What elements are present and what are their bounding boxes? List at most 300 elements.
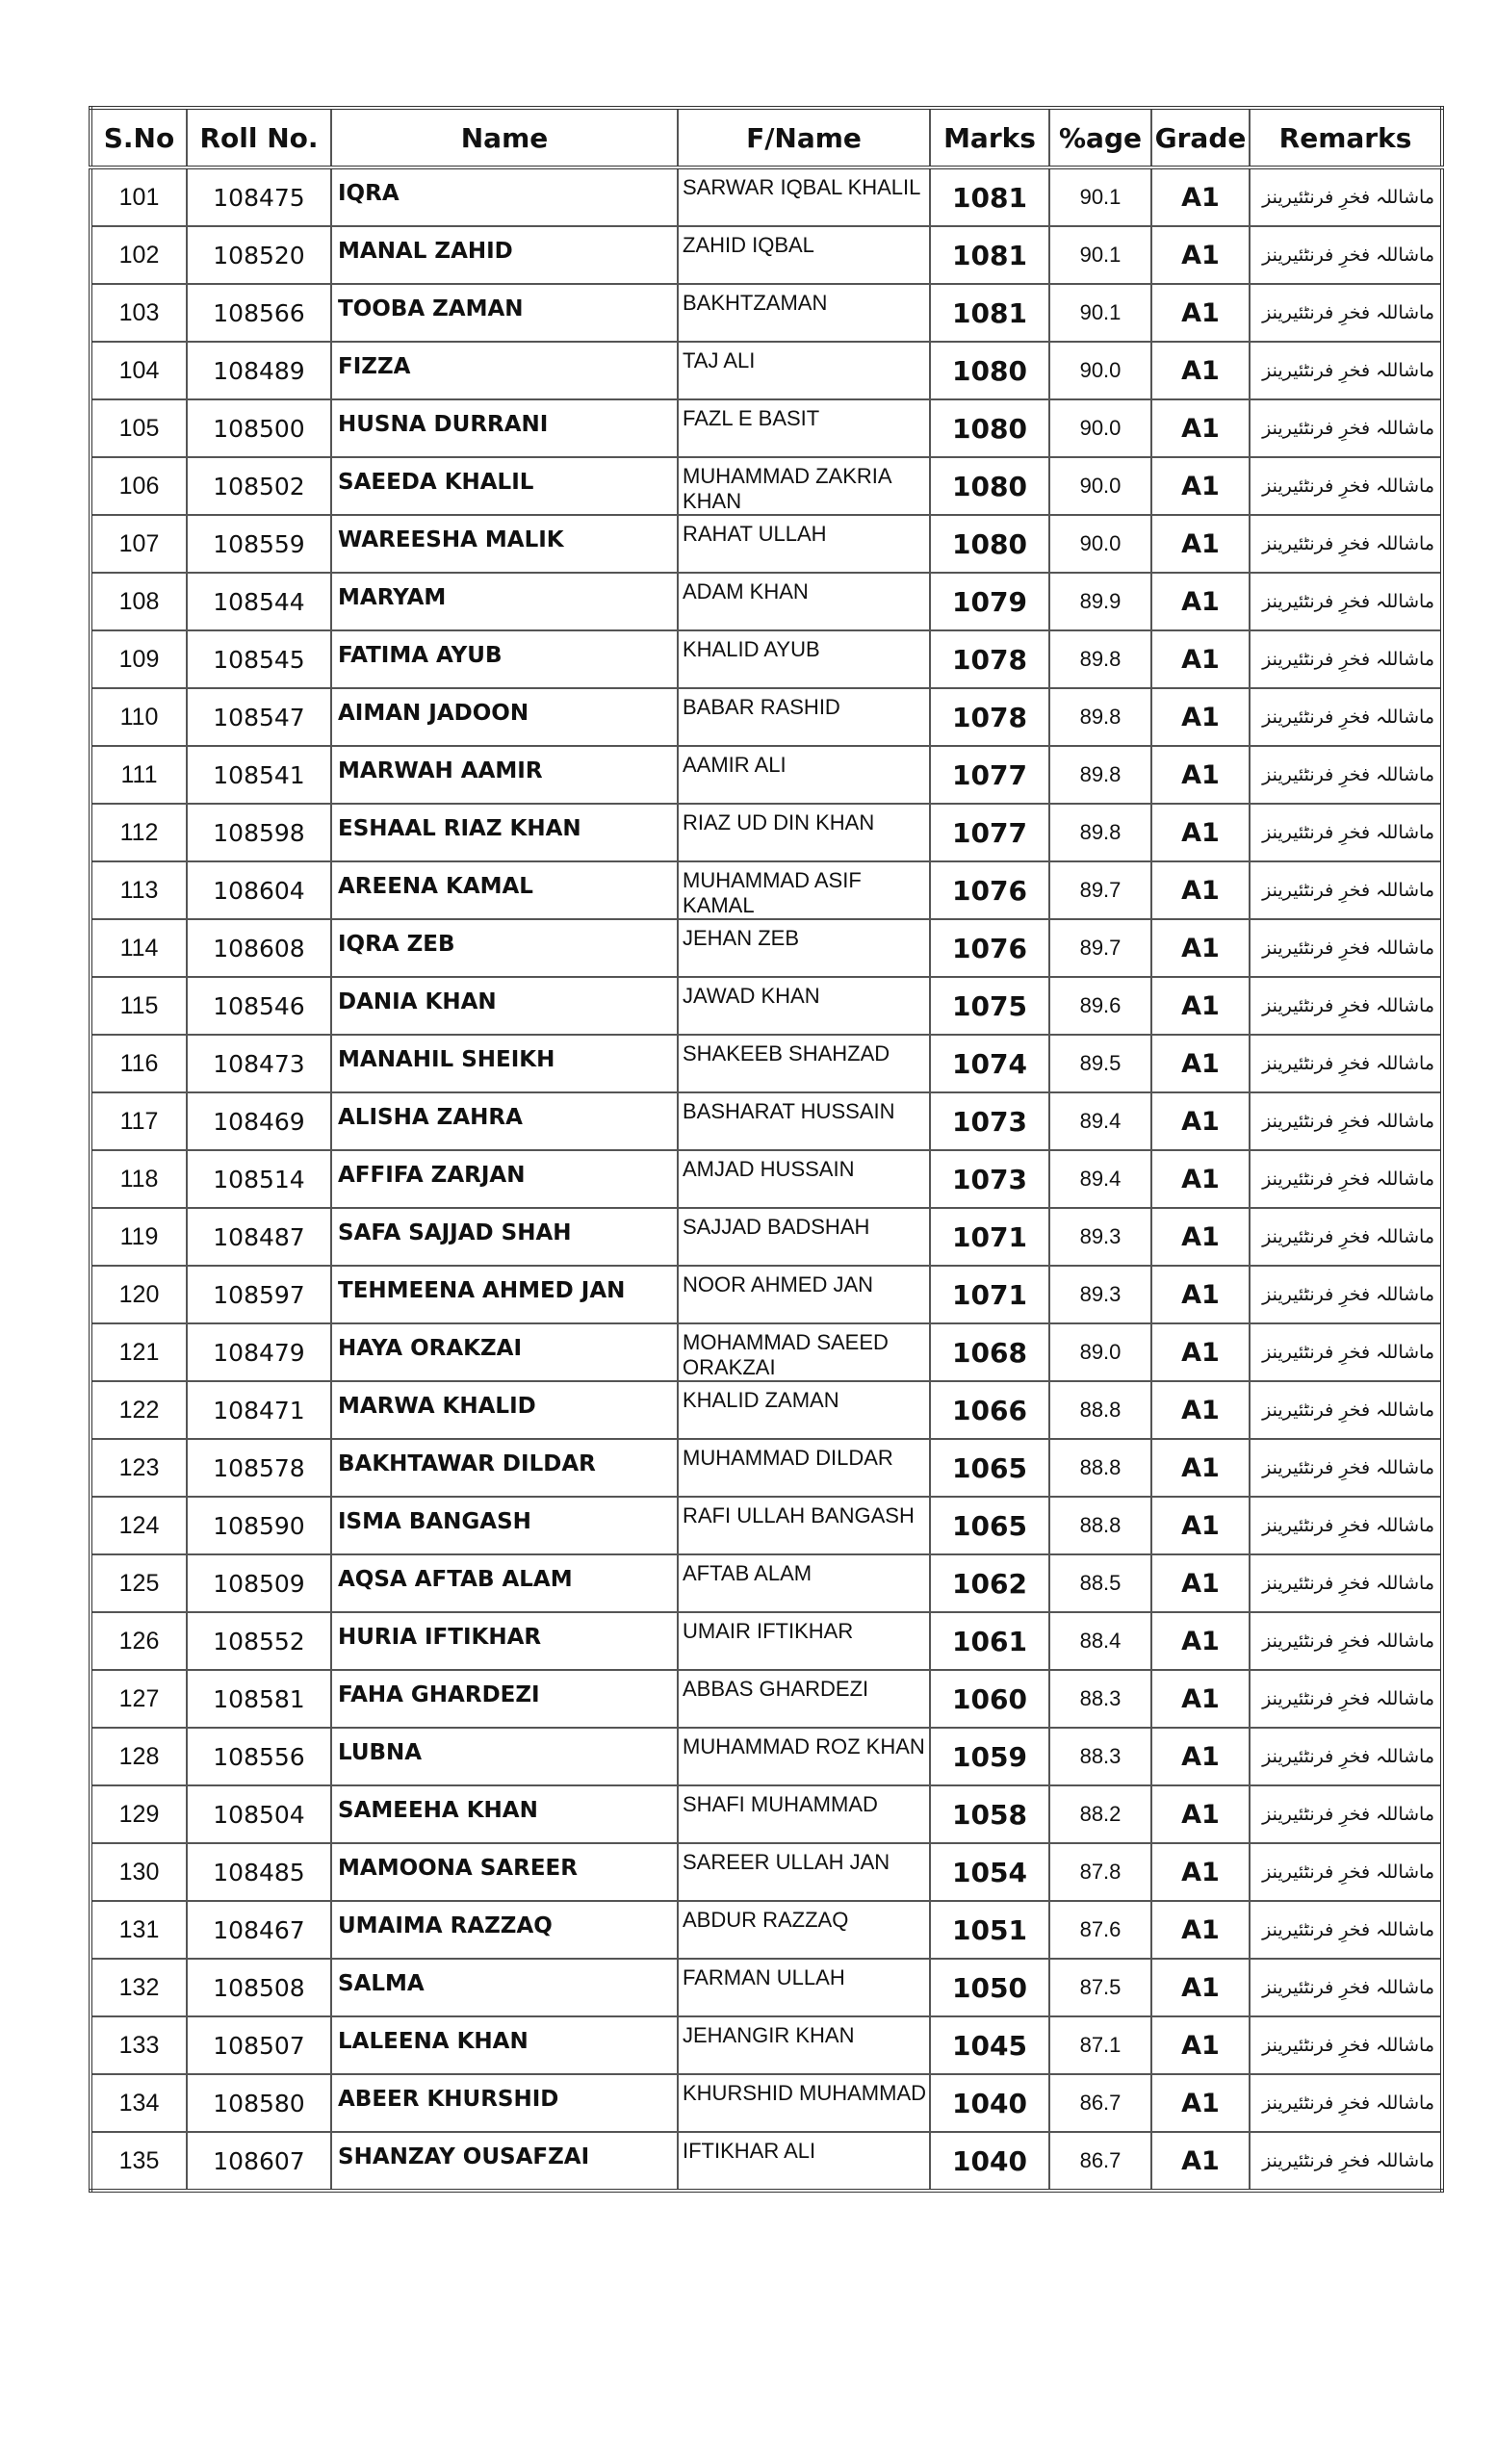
percentage-cell: 90.1 (1049, 284, 1151, 342)
marks-cell: 1079 (930, 573, 1049, 630)
student-name-text: TEHMEENA AHMED JAN (338, 1278, 626, 1303)
marks-cell: 1081 (930, 226, 1049, 284)
roll-no-cell: 108597 (187, 1266, 331, 1323)
percentage-cell: 88.8 (1049, 1381, 1151, 1439)
student-name-text: BAKHTAWAR DILDAR (338, 1451, 596, 1476)
table-row (90, 2132, 1442, 2191)
student-name-cell (331, 1035, 678, 1092)
header-percentage: %age (1049, 108, 1151, 167)
sno-cell: 101 (90, 167, 187, 226)
marks-cell: 1077 (930, 746, 1049, 804)
father-name-text: MUHAMMAD ZAKRIA KHAN (683, 464, 891, 513)
father-name-text: AFTAB ALAM (683, 1561, 812, 1585)
table-row (90, 1439, 1442, 1497)
father-name-text: KHURSHID MUHAMMAD (683, 2081, 926, 2105)
sno-cell: 112 (90, 804, 187, 861)
father-name-text: BABAR RASHID (683, 695, 840, 719)
grade-cell: A1 (1151, 1092, 1250, 1150)
remarks-cell: ماشاللہ فخرِ فرنٹئیرینز (1250, 342, 1442, 399)
marks-cell: 1080 (930, 342, 1049, 399)
father-name-cell (678, 1150, 930, 1208)
father-name-cell (678, 284, 930, 342)
remarks-cell: ماشاللہ فخرِ فرنٹئیرینز (1250, 284, 1442, 342)
marks-cell: 1054 (930, 1843, 1049, 1901)
father-name-text: SAJJAD BADSHAH (683, 1215, 870, 1239)
percentage-cell: 89.3 (1049, 1208, 1151, 1266)
father-name-text: RAHAT ULLAH (683, 522, 827, 546)
remarks-cell: ماشاللہ فخرِ فرنٹئیرینز (1250, 1266, 1442, 1323)
table-row (90, 457, 1442, 515)
father-name-cell (678, 167, 930, 226)
table-row (90, 1092, 1442, 1150)
father-name-cell (678, 1959, 930, 2016)
marks-cell: 1058 (930, 1785, 1049, 1843)
roll-no-cell: 108471 (187, 1381, 331, 1439)
percentage-cell: 89.7 (1049, 919, 1151, 977)
grade-cell: A1 (1151, 861, 1250, 919)
marks-cell: 1081 (930, 167, 1049, 226)
student-name-text: IQRA ZEB (338, 932, 455, 957)
sno-cell: 120 (90, 1266, 187, 1323)
father-name-cell (678, 1323, 930, 1381)
grade-cell: A1 (1151, 1959, 1250, 2016)
student-name-cell (331, 1208, 678, 1266)
father-name-text: RAFI ULLAH BANGASH (683, 1503, 915, 1527)
student-name-text: ISMA BANGASH (338, 1509, 531, 1534)
student-name-text: SAEEDA KHALIL (338, 470, 534, 495)
roll-no-cell: 108578 (187, 1439, 331, 1497)
percentage-cell: 90.0 (1049, 457, 1151, 515)
student-name-text: SHANZAY OUSAFZAI (338, 2144, 590, 2169)
father-name-text: FAZL E BASIT (683, 406, 820, 430)
sno-cell: 114 (90, 919, 187, 977)
marks-cell: 1061 (930, 1612, 1049, 1670)
remarks-cell: ماشاللہ فخرِ فرنٹئیرینز (1250, 1785, 1442, 1843)
marks-cell: 1071 (930, 1266, 1049, 1323)
father-name-text: UMAIR IFTIKHAR (683, 1619, 854, 1643)
grade-cell: A1 (1151, 167, 1250, 226)
marks-cell: 1051 (930, 1901, 1049, 1959)
grade-cell: A1 (1151, 1323, 1250, 1381)
student-name-text: AFFIFA ZARJAN (338, 1163, 526, 1188)
student-name-text: DANIA KHAN (338, 989, 497, 1014)
father-name-cell (678, 1901, 930, 1959)
student-name-cell (331, 1323, 678, 1381)
grade-cell: A1 (1151, 2016, 1250, 2074)
percentage-cell: 89.8 (1049, 804, 1151, 861)
table-row (90, 167, 1442, 226)
table-row (90, 977, 1442, 1035)
table-row (90, 1266, 1442, 1323)
roll-no-cell: 108504 (187, 1785, 331, 1843)
marks-cell: 1073 (930, 1150, 1049, 1208)
table-row (90, 1497, 1442, 1554)
roll-no-cell: 108552 (187, 1612, 331, 1670)
student-name-text: SALMA (338, 1971, 425, 1996)
grade-cell: A1 (1151, 1439, 1250, 1497)
remarks-cell: ماشاللہ فخرِ فرنٹئیرینز (1250, 688, 1442, 746)
father-name-cell (678, 457, 930, 515)
father-name-cell (678, 919, 930, 977)
father-name-text: SAREER ULLAH JAN (683, 1850, 890, 1874)
father-name-cell (678, 630, 930, 688)
father-name-text: MUHAMMAD ROZ KHAN (683, 1734, 925, 1758)
student-name-cell (331, 919, 678, 977)
father-name-cell (678, 1670, 930, 1728)
student-name-cell (331, 1843, 678, 1901)
roll-no-cell: 108475 (187, 167, 331, 226)
father-name-text: SHAKEEB SHAHZAD (683, 1041, 890, 1065)
header-name: Name (331, 108, 678, 167)
grade-cell: A1 (1151, 1670, 1250, 1728)
sno-cell: 117 (90, 1092, 187, 1150)
marks-cell: 1059 (930, 1728, 1049, 1785)
grade-cell: A1 (1151, 804, 1250, 861)
table-row (90, 342, 1442, 399)
sno-cell: 118 (90, 1150, 187, 1208)
roll-no-cell: 108487 (187, 1208, 331, 1266)
student-name-text: MANAL ZAHID (338, 239, 513, 264)
father-name-cell (678, 573, 930, 630)
marks-cell: 1078 (930, 688, 1049, 746)
grade-cell: A1 (1151, 977, 1250, 1035)
father-name-text: NOOR AHMED JAN (683, 1272, 874, 1296)
percentage-cell: 87.8 (1049, 1843, 1151, 1901)
remarks-cell: ماشاللہ فخرِ فرنٹئیرینز (1250, 2016, 1442, 2074)
roll-no-cell: 108489 (187, 342, 331, 399)
table-row (90, 804, 1442, 861)
student-name-text: FAHA GHARDEZI (338, 1682, 540, 1707)
marks-cell: 1080 (930, 399, 1049, 457)
table-header (90, 108, 1442, 167)
father-name-text: JEHAN ZEB (683, 926, 800, 950)
student-name-text: LUBNA (338, 1740, 423, 1765)
remarks-cell: ماشاللہ فخرِ فرنٹئیرینز (1250, 1497, 1442, 1554)
grade-cell: A1 (1151, 515, 1250, 573)
sno-cell: 119 (90, 1208, 187, 1266)
student-name-text: MARWA KHALID (338, 1394, 536, 1419)
marks-cell: 1071 (930, 1208, 1049, 1266)
student-name-text: AQSA AFTAB ALAM (338, 1567, 573, 1592)
roll-no-cell: 108546 (187, 977, 331, 1035)
grade-cell: A1 (1151, 399, 1250, 457)
grade-cell: A1 (1151, 2132, 1250, 2191)
roll-no-cell: 108541 (187, 746, 331, 804)
father-name-text: ABDUR RAZZAQ (683, 1908, 849, 1932)
student-name-text: IQRA (338, 181, 400, 206)
table-body (90, 167, 1442, 2191)
father-name-text: RIAZ UD DIN KHAN (683, 810, 875, 834)
header-father-name: F/Name (678, 108, 930, 167)
remarks-cell: ماشاللہ فخرِ فرنٹئیرینز (1250, 1381, 1442, 1439)
sno-cell: 103 (90, 284, 187, 342)
sno-cell: 129 (90, 1785, 187, 1843)
father-name-text: ABBAS GHARDEZI (683, 1677, 869, 1701)
student-name-cell (331, 977, 678, 1035)
father-name-cell (678, 342, 930, 399)
sno-cell: 134 (90, 2074, 187, 2132)
table-row (90, 1150, 1442, 1208)
table-row (90, 515, 1442, 573)
student-name-cell (331, 1959, 678, 2016)
father-name-text: ZAHID IQBAL (683, 233, 814, 257)
remarks-cell: ماشاللہ فخرِ فرنٹئیرینز (1250, 746, 1442, 804)
table-row (90, 688, 1442, 746)
father-name-text: MUHAMMAD DILDAR (683, 1446, 893, 1470)
student-name-text: LALEENA KHAN (338, 2029, 529, 2054)
roll-no-cell: 108566 (187, 284, 331, 342)
percentage-cell: 88.2 (1049, 1785, 1151, 1843)
father-name-text: SHAFI MUHAMMAD (683, 1792, 878, 1816)
percentage-cell: 89.7 (1049, 861, 1151, 919)
sno-cell: 113 (90, 861, 187, 919)
roll-no-cell: 108485 (187, 1843, 331, 1901)
student-name-cell (331, 284, 678, 342)
student-name-cell (331, 1497, 678, 1554)
father-name-text: JEHANGIR KHAN (683, 2023, 855, 2047)
student-name-text: SAMEEHA KHAN (338, 1798, 538, 1823)
header-grade: Grade (1151, 108, 1250, 167)
marks-cell: 1066 (930, 1381, 1049, 1439)
student-name-cell (331, 1381, 678, 1439)
roll-no-cell: 108508 (187, 1959, 331, 2016)
student-name-text: AIMAN JADOON (338, 701, 529, 726)
father-name-cell (678, 1728, 930, 1785)
remarks-cell: ماشاللہ فخرِ فرنٹئیرینز (1250, 2074, 1442, 2132)
remarks-cell: ماشاللہ فخرِ فرنٹئیرینز (1250, 167, 1442, 226)
table-row (90, 1208, 1442, 1266)
remarks-cell: ماشاللہ فخرِ فرنٹئیرینز (1250, 1323, 1442, 1381)
father-name-cell (678, 1208, 930, 1266)
percentage-cell: 89.3 (1049, 1266, 1151, 1323)
grade-cell: A1 (1151, 1381, 1250, 1439)
roll-no-cell: 108479 (187, 1323, 331, 1381)
father-name-cell (678, 1497, 930, 1554)
percentage-cell: 88.5 (1049, 1554, 1151, 1612)
table-row (90, 746, 1442, 804)
student-name-cell (331, 167, 678, 226)
grade-cell: A1 (1151, 573, 1250, 630)
percentage-cell: 87.6 (1049, 1901, 1151, 1959)
table-row (90, 2016, 1442, 2074)
table-row (90, 1843, 1442, 1901)
sno-cell: 126 (90, 1612, 187, 1670)
remarks-cell: ماشاللہ فخرِ فرنٹئیرینز (1250, 226, 1442, 284)
roll-no-cell: 108608 (187, 919, 331, 977)
father-name-cell (678, 1612, 930, 1670)
roll-no-cell: 108514 (187, 1150, 331, 1208)
father-name-text: SARWAR IQBAL KHALIL (683, 175, 921, 199)
father-name-cell (678, 977, 930, 1035)
table-row (90, 1785, 1442, 1843)
student-name-text: FATIMA AYUB (338, 643, 503, 668)
student-name-cell (331, 1901, 678, 1959)
student-name-cell (331, 804, 678, 861)
student-name-cell (331, 746, 678, 804)
father-name-text: BAKHTZAMAN (683, 291, 828, 315)
remarks-cell: ماشاللہ فخرِ فرنٹئیرینز (1250, 1150, 1442, 1208)
father-name-cell (678, 861, 930, 919)
percentage-cell: 89.9 (1049, 573, 1151, 630)
percentage-cell: 88.3 (1049, 1670, 1151, 1728)
sno-cell: 110 (90, 688, 187, 746)
table-row (90, 630, 1442, 688)
table-row (90, 1554, 1442, 1612)
sno-cell: 122 (90, 1381, 187, 1439)
table-row (90, 573, 1442, 630)
header-sno: S.No (90, 108, 187, 167)
student-name-text: SAFA SAJJAD SHAH (338, 1220, 572, 1245)
percentage-cell: 86.7 (1049, 2074, 1151, 2132)
table-row (90, 226, 1442, 284)
roll-no-cell: 108581 (187, 1670, 331, 1728)
roll-no-cell: 108469 (187, 1092, 331, 1150)
student-name-text: ESHAAL RIAZ KHAN (338, 816, 581, 841)
percentage-cell: 87.5 (1049, 1959, 1151, 2016)
father-name-text: KHALID AYUB (683, 637, 820, 661)
sno-cell: 107 (90, 515, 187, 573)
grade-cell: A1 (1151, 630, 1250, 688)
marks-cell: 1065 (930, 1497, 1049, 1554)
student-name-text: HUSNA DURRANI (338, 412, 549, 437)
grade-cell: A1 (1151, 688, 1250, 746)
student-name-text: MAMOONA SAREER (338, 1856, 578, 1881)
percentage-cell: 90.1 (1049, 167, 1151, 226)
percentage-cell: 89.4 (1049, 1150, 1151, 1208)
sno-cell: 128 (90, 1728, 187, 1785)
father-name-text: AAMIR ALI (683, 753, 787, 777)
remarks-cell: ماشاللہ فخرِ فرنٹئیرینز (1250, 1208, 1442, 1266)
father-name-text: FARMAN ULLAH (683, 1965, 845, 1989)
student-name-cell (331, 457, 678, 515)
remarks-cell: ماشاللہ فخرِ فرنٹئیرینز (1250, 919, 1442, 977)
father-name-text: BASHARAT HUSSAIN (683, 1099, 895, 1123)
grade-cell: A1 (1151, 746, 1250, 804)
sno-cell: 127 (90, 1670, 187, 1728)
remarks-cell: ماشاللہ فخرِ فرنٹئیرینز (1250, 1670, 1442, 1728)
father-name-cell (678, 515, 930, 573)
sno-cell: 109 (90, 630, 187, 688)
student-name-text: HAYA ORAKZAI (338, 1336, 523, 1361)
roll-no-cell: 108500 (187, 399, 331, 457)
father-name-cell (678, 688, 930, 746)
percentage-cell: 89.0 (1049, 1323, 1151, 1381)
percentage-cell: 89.8 (1049, 688, 1151, 746)
marks-cell: 1081 (930, 284, 1049, 342)
student-name-cell (331, 226, 678, 284)
student-name-text: FIZZA (338, 354, 411, 379)
sno-cell: 125 (90, 1554, 187, 1612)
student-name-text: TOOBA ZAMAN (338, 296, 524, 321)
sno-cell: 116 (90, 1035, 187, 1092)
student-name-cell (331, 630, 678, 688)
father-name-text: MOHAMMAD SAEED ORAKZAI (683, 1330, 889, 1379)
roll-no-cell: 108473 (187, 1035, 331, 1092)
father-name-cell (678, 1554, 930, 1612)
grade-cell: A1 (1151, 1035, 1250, 1092)
student-name-cell (331, 573, 678, 630)
header-roll-no: Roll No. (187, 108, 331, 167)
marks-cell: 1076 (930, 861, 1049, 919)
grade-cell: A1 (1151, 1266, 1250, 1323)
grade-cell: A1 (1151, 1150, 1250, 1208)
student-name-cell (331, 1728, 678, 1785)
student-name-cell (331, 2132, 678, 2191)
grade-cell: A1 (1151, 342, 1250, 399)
marks-cell: 1040 (930, 2132, 1049, 2191)
percentage-cell: 86.7 (1049, 2132, 1151, 2191)
marks-cell: 1065 (930, 1439, 1049, 1497)
student-name-text: ABEER KHURSHID (338, 2087, 559, 2112)
roll-no-cell: 108467 (187, 1901, 331, 1959)
table-row (90, 2074, 1442, 2132)
roll-no-cell: 108509 (187, 1554, 331, 1612)
sno-cell: 105 (90, 399, 187, 457)
table-row (90, 861, 1442, 919)
student-name-text: UMAIMA RAZZAQ (338, 1913, 553, 1938)
grade-cell: A1 (1151, 919, 1250, 977)
table-row (90, 1728, 1442, 1785)
percentage-cell: 89.5 (1049, 1035, 1151, 1092)
father-name-cell (678, 1092, 930, 1150)
student-name-text: MARYAM (338, 585, 447, 610)
roll-no-cell: 108547 (187, 688, 331, 746)
results-table (89, 106, 1444, 2193)
grade-cell: A1 (1151, 1785, 1250, 1843)
roll-no-cell: 108520 (187, 226, 331, 284)
percentage-cell: 89.4 (1049, 1092, 1151, 1150)
sno-cell: 111 (90, 746, 187, 804)
remarks-cell: ماشاللہ فخرِ فرنٹئیرینز (1250, 630, 1442, 688)
remarks-cell: ماشاللہ فخرِ فرنٹئیرینز (1250, 804, 1442, 861)
student-name-text: AREENA KAMAL (338, 874, 533, 899)
father-name-cell (678, 399, 930, 457)
father-name-text: IFTIKHAR ALI (683, 2139, 816, 2163)
father-name-cell (678, 1439, 930, 1497)
remarks-cell: ماشاللہ فخرِ فرنٹئیرینز (1250, 977, 1442, 1035)
grade-cell: A1 (1151, 1208, 1250, 1266)
table-row (90, 1612, 1442, 1670)
remarks-cell: ماشاللہ فخرِ فرنٹئیرینز (1250, 515, 1442, 573)
sno-cell: 132 (90, 1959, 187, 2016)
marks-cell: 1080 (930, 457, 1049, 515)
student-name-text: MANAHIL SHEIKH (338, 1047, 555, 1072)
sno-cell: 124 (90, 1497, 187, 1554)
grade-cell: A1 (1151, 226, 1250, 284)
grade-cell: A1 (1151, 1728, 1250, 1785)
grade-cell: A1 (1151, 2074, 1250, 2132)
sno-cell: 108 (90, 573, 187, 630)
sno-cell: 130 (90, 1843, 187, 1901)
percentage-cell: 88.3 (1049, 1728, 1151, 1785)
father-name-text: TAJ ALI (683, 348, 756, 372)
sno-cell: 121 (90, 1323, 187, 1381)
remarks-cell: ماشاللہ فخرِ فرنٹئیرینز (1250, 457, 1442, 515)
father-name-cell (678, 2016, 930, 2074)
father-name-cell (678, 2074, 930, 2132)
student-name-cell (331, 1266, 678, 1323)
sno-cell: 104 (90, 342, 187, 399)
roll-no-cell: 108590 (187, 1497, 331, 1554)
father-name-text: KHALID ZAMAN (683, 1388, 839, 1412)
remarks-cell: ماشاللہ فخرِ فرنٹئیرینز (1250, 1959, 1442, 2016)
marks-cell: 1045 (930, 2016, 1049, 2074)
percentage-cell: 89.8 (1049, 630, 1151, 688)
roll-no-cell: 108607 (187, 2132, 331, 2191)
student-name-cell (331, 861, 678, 919)
father-name-cell (678, 1035, 930, 1092)
father-name-text: ADAM KHAN (683, 579, 809, 603)
